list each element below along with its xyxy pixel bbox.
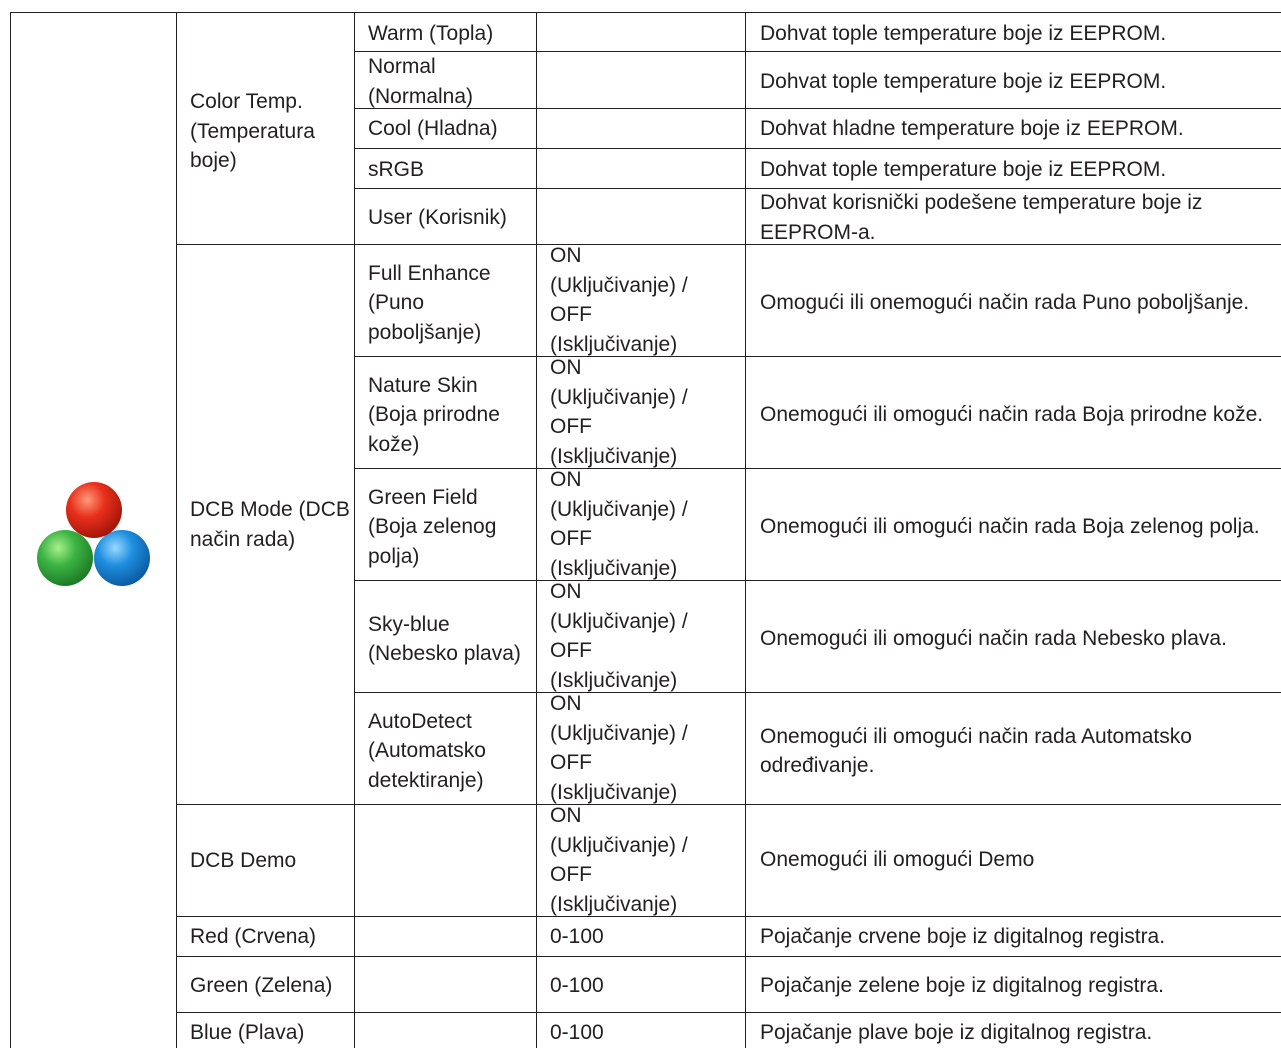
item-full-enhance: Full Enhance (Puno poboljšanje) [368, 261, 491, 344]
value-autodetect: ON (Uključivanje) / OFF (Isključivanje) [550, 692, 688, 804]
value-green: 0-100 [550, 974, 604, 998]
item-autodetect: AutoDetect (Automatsko detektiranje) [368, 709, 486, 792]
value-green-field: ON (Uključivanje) / OFF (Isključivanje) [550, 468, 688, 580]
item-normal: Normal (Normalna) [368, 55, 474, 108]
desc-normal: Dohvat tople temperature boje iz EEPROM. [760, 69, 1167, 93]
row-line [176, 916, 1281, 917]
section-label-blue: Blue (Plava) [190, 1021, 305, 1045]
item-green-field: Green Field (Boja zelenog polja) [368, 485, 497, 568]
desc-srgb: Dohvat tople temperature boje iz EEPROM. [760, 158, 1167, 182]
desc-green-field: Onemogući ili omogući način rada Boja zelenog polja. [760, 515, 1260, 539]
table-border-top [10, 12, 1281, 13]
value-full-enhance: ON (Uključivanje) / OFF (Isključivanje) [550, 244, 688, 356]
section-label-dcb-mode: DCB Mode (DCB način rada) [190, 498, 350, 551]
value-red: 0-100 [550, 925, 604, 949]
divider-col-1 [176, 12, 177, 1048]
desc-full-enhance: Omogući ili onemogući način rada Puno poboljšanje. [760, 291, 1250, 315]
value-blue: 0-100 [550, 1021, 604, 1045]
row-line [354, 148, 1281, 149]
desc-sky-blue: Onemogući ili omogući način rada Nebesko plava. [760, 627, 1227, 651]
desc-warm: Dohvat tople temperature boje iz EEPROM. [760, 22, 1167, 46]
item-cool: Cool (Hladna) [368, 117, 498, 141]
section-label-red: Red (Crvena) [190, 925, 317, 949]
section-label-color-temp: Color Temp. (Temperatura boje) [190, 90, 315, 173]
divider-col-4 [745, 12, 746, 1048]
divider-col-2 [354, 12, 355, 1048]
section-label-dcb-demo: DCB Demo [190, 848, 297, 872]
desc-red: Pojačanje crvene boje iz digitalnog registra. [760, 925, 1166, 949]
desc-blue: Pojačanje plave boje iz digitalnog registra. [760, 1021, 1153, 1045]
desc-user: Dohvat korisnički podešene temperature boje iz EEPROM-a. [760, 191, 1203, 244]
row-line [354, 356, 1281, 357]
value-nature-skin: ON (Uključivanje) / OFF (Isključivanje) [550, 356, 688, 468]
value-sky-blue: ON (Uključivanje) / OFF (Isključivanje) [550, 580, 688, 692]
item-user: User (Korisnik) [368, 205, 507, 229]
green-ball [37, 530, 93, 586]
item-srgb: sRGB [368, 158, 425, 182]
desc-autodetect: Onemogući ili omogući način rada Automatsko određivanje. [760, 724, 1192, 777]
row-line [354, 468, 1281, 469]
item-warm: Warm (Topla) [368, 22, 494, 46]
red-ball [66, 482, 122, 538]
item-sky-blue: Sky-blue (Nebesko plava) [368, 612, 521, 665]
table-border-left [10, 12, 11, 1048]
section-label-green: Green (Zelena) [190, 974, 333, 998]
item-nature-skin: Nature Skin (Boja prirodne kože) [368, 373, 500, 456]
color-balls-icon [34, 480, 152, 588]
desc-dcb-demo: Onemogući ili omogući Demo [760, 848, 1035, 872]
row-line [354, 580, 1281, 581]
row-line [354, 692, 1281, 693]
desc-cool: Dohvat hladne temperature boje iz EEPROM. [760, 117, 1184, 141]
value-dcb-demo: ON (Uključivanje) / OFF (Isključivanje) [550, 804, 688, 916]
desc-nature-skin: Onemogući ili omogući način rada Boja prirodne kože. [760, 403, 1264, 427]
desc-green: Pojačanje zelene boje iz digitalnog registra. [760, 974, 1164, 998]
blue-ball [94, 530, 150, 586]
